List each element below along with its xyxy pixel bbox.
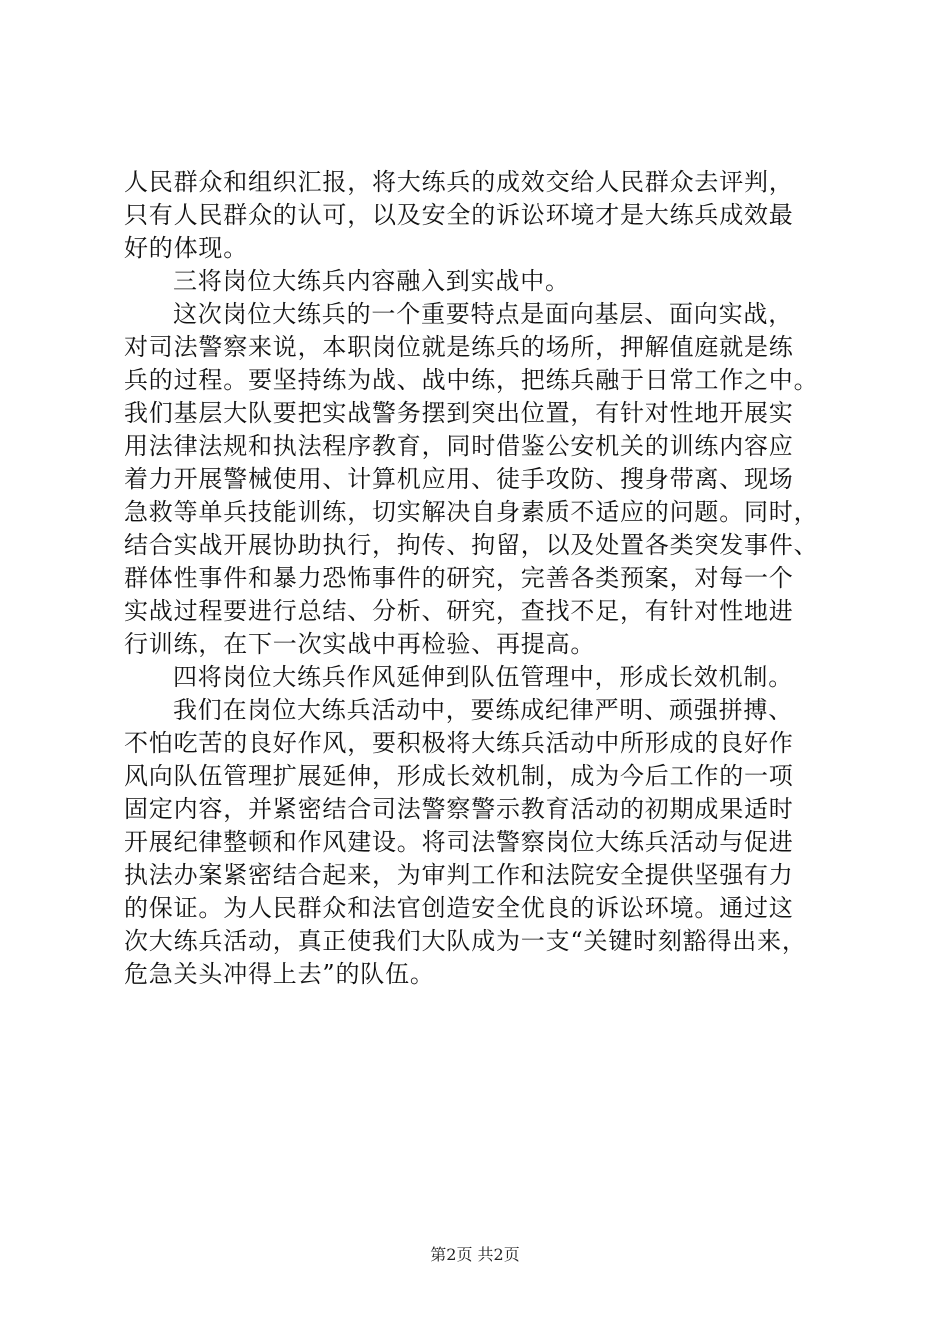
- text-line: 的保证。为人民群众和法官创造安全优良的诉讼环境。通过这: [124, 894, 794, 922]
- page-footer: [0, 1244, 950, 1266]
- section-heading-four: 四将岗位大练兵作风延伸到队伍管理中，形成长效机制。: [173, 663, 793, 691]
- section-heading-three: 三将岗位大练兵内容融入到实战中。: [173, 267, 570, 295]
- text-line: 我们基层大队要把实战警务摆到突出位置，有针对性地开展实: [124, 399, 794, 427]
- text-line: 对司法警察来说，本职岗位就是练兵的场所，押解值庭就是练: [124, 333, 794, 361]
- text-line: 群体性事件和暴力恐怖事件的研究，完善各类预案，对每一个: [124, 564, 794, 592]
- text-line: 实战过程要进行总结、分析、研究，查找不足，有针对性地进: [124, 597, 794, 625]
- text-line: 好的体现。: [124, 234, 248, 262]
- text-line: 用法律法规和执法程序教育，同时借鉴公安机关的训练内容应: [124, 432, 794, 460]
- text-line: 我们在岗位大练兵活动中，要练成纪律严明、顽强拼搏、: [173, 696, 793, 724]
- text-line: 着力开展警械使用、计算机应用、徒手攻防、搜身带离、现场: [124, 465, 794, 493]
- body-text: [124, 166, 844, 991]
- text-line: 开展纪律整顿和作风建设。将司法警察岗位大练兵活动与促进: [124, 828, 794, 856]
- text-line: 急救等单兵技能训练，切实解决自身素质不适应的问题。同时，: [124, 498, 819, 526]
- text-line: 这次岗位大练兵的一个重要特点是面向基层、面向实战，: [173, 300, 793, 328]
- text-line: 执法办案紧密结合起来，为审判工作和法院安全提供坚强有力: [124, 861, 794, 889]
- text-line: 次大练兵活动，真正使我们大队成为一支“关键时刻豁得出来，: [124, 927, 807, 955]
- text-line: 固定内容，并紧密结合司法警察警示教育活动的初期成果适时: [124, 795, 794, 823]
- text-line: 只有人民群众的认可，以及安全的诉讼环境才是大练兵成效最: [124, 201, 794, 229]
- text-line: 行训练，在下一次实战中再检验、再提高。: [124, 630, 596, 658]
- text-line: 结合实战开展协助执行，拘传、拘留，以及处置各类突发事件、: [124, 531, 819, 559]
- text-line: 风向队伍管理扩展延伸，形成长效机制，成为今后工作的一项: [124, 762, 794, 790]
- text-line: 兵的过程。要坚持练为战、战中练，把练兵融于日常工作之中。: [124, 366, 819, 394]
- text-line: 不怕吃苦的良好作风，要积极将大练兵活动中所形成的良好作: [124, 729, 794, 757]
- text-line: 人民群众和组织汇报，将大练兵的成效交给人民群众去评判，: [124, 168, 794, 196]
- text-line: 危急关头冲得上去”的队伍。: [124, 960, 435, 988]
- page-indicator: 第2页 共2页: [430, 1245, 520, 1264]
